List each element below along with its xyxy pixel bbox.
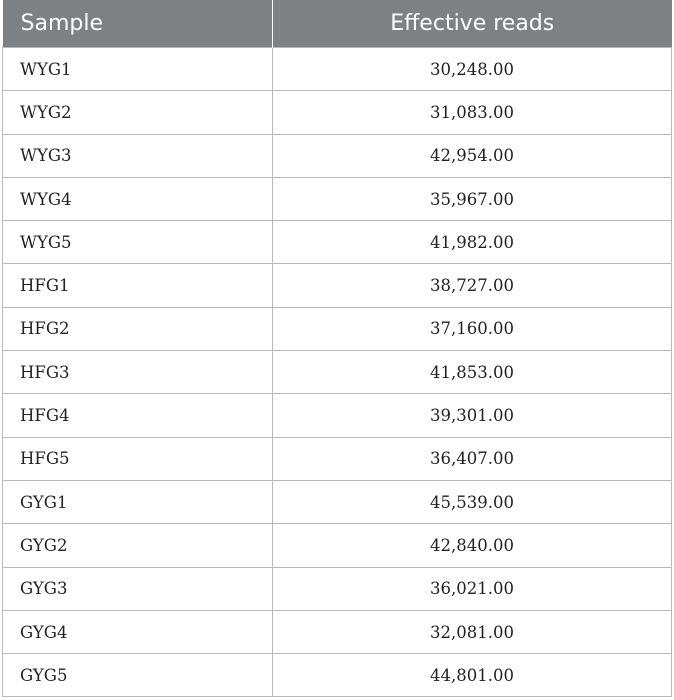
table-row [3, 91, 672, 134]
table-body [3, 48, 672, 697]
effective-reads-cell: 37,160.00 [273, 307, 672, 350]
table-row [3, 437, 672, 480]
effective-reads-cell: 42,954.00 [273, 134, 672, 177]
sample-cell: GYG5 [3, 654, 273, 697]
table-row [3, 610, 672, 653]
header-row [3, 0, 672, 48]
sample-cell: HFG5 [3, 437, 273, 480]
sample-cell: HFG2 [3, 307, 273, 350]
sample-cell: GYG2 [3, 524, 273, 567]
column-header-effective-reads: Effective reads [273, 0, 672, 48]
table-row [3, 654, 672, 697]
effective-reads-cell: 38,727.00 [273, 264, 672, 307]
table-row [3, 134, 672, 177]
sample-cell: WYG3 [3, 134, 273, 177]
sample-cell: WYG4 [3, 177, 273, 220]
sample-cell: WYG5 [3, 221, 273, 264]
effective-reads-cell: 36,021.00 [273, 567, 672, 610]
effective-reads-cell: 44,801.00 [273, 654, 672, 697]
effective-reads-cell: 31,083.00 [273, 91, 672, 134]
table-row [3, 264, 672, 307]
sample-cell: GYG3 [3, 567, 273, 610]
effective-reads-cell: 35,967.00 [273, 177, 672, 220]
table-row [3, 567, 672, 610]
table-row [3, 351, 672, 394]
sample-cell: HFG3 [3, 351, 273, 394]
effective-reads-cell: 41,982.00 [273, 221, 672, 264]
effective-reads-cell: 41,853.00 [273, 351, 672, 394]
effective-reads-cell: 39,301.00 [273, 394, 672, 437]
table-header [3, 0, 672, 48]
table-row [3, 480, 672, 523]
sample-cell: HFG4 [3, 394, 273, 437]
effective-reads-cell: 30,248.00 [273, 48, 672, 91]
effective-reads-cell: 45,539.00 [273, 480, 672, 523]
sample-cell: HFG1 [3, 264, 273, 307]
effective-reads-cell: 32,081.00 [273, 610, 672, 653]
sample-cell: WYG2 [3, 91, 273, 134]
table-row [3, 48, 672, 91]
sample-cell: WYG1 [3, 48, 273, 91]
sample-cell: GYG4 [3, 610, 273, 653]
table-row [3, 221, 672, 264]
table-row [3, 177, 672, 220]
effective-reads-cell: 42,840.00 [273, 524, 672, 567]
effective-reads-table-container [2, 0, 671, 697]
table-row [3, 394, 672, 437]
table-row [3, 524, 672, 567]
effective-reads-table [2, 0, 672, 697]
effective-reads-cell: 36,407.00 [273, 437, 672, 480]
table-row [3, 307, 672, 350]
sample-cell: GYG1 [3, 480, 273, 523]
column-header-sample: Sample [3, 0, 273, 48]
